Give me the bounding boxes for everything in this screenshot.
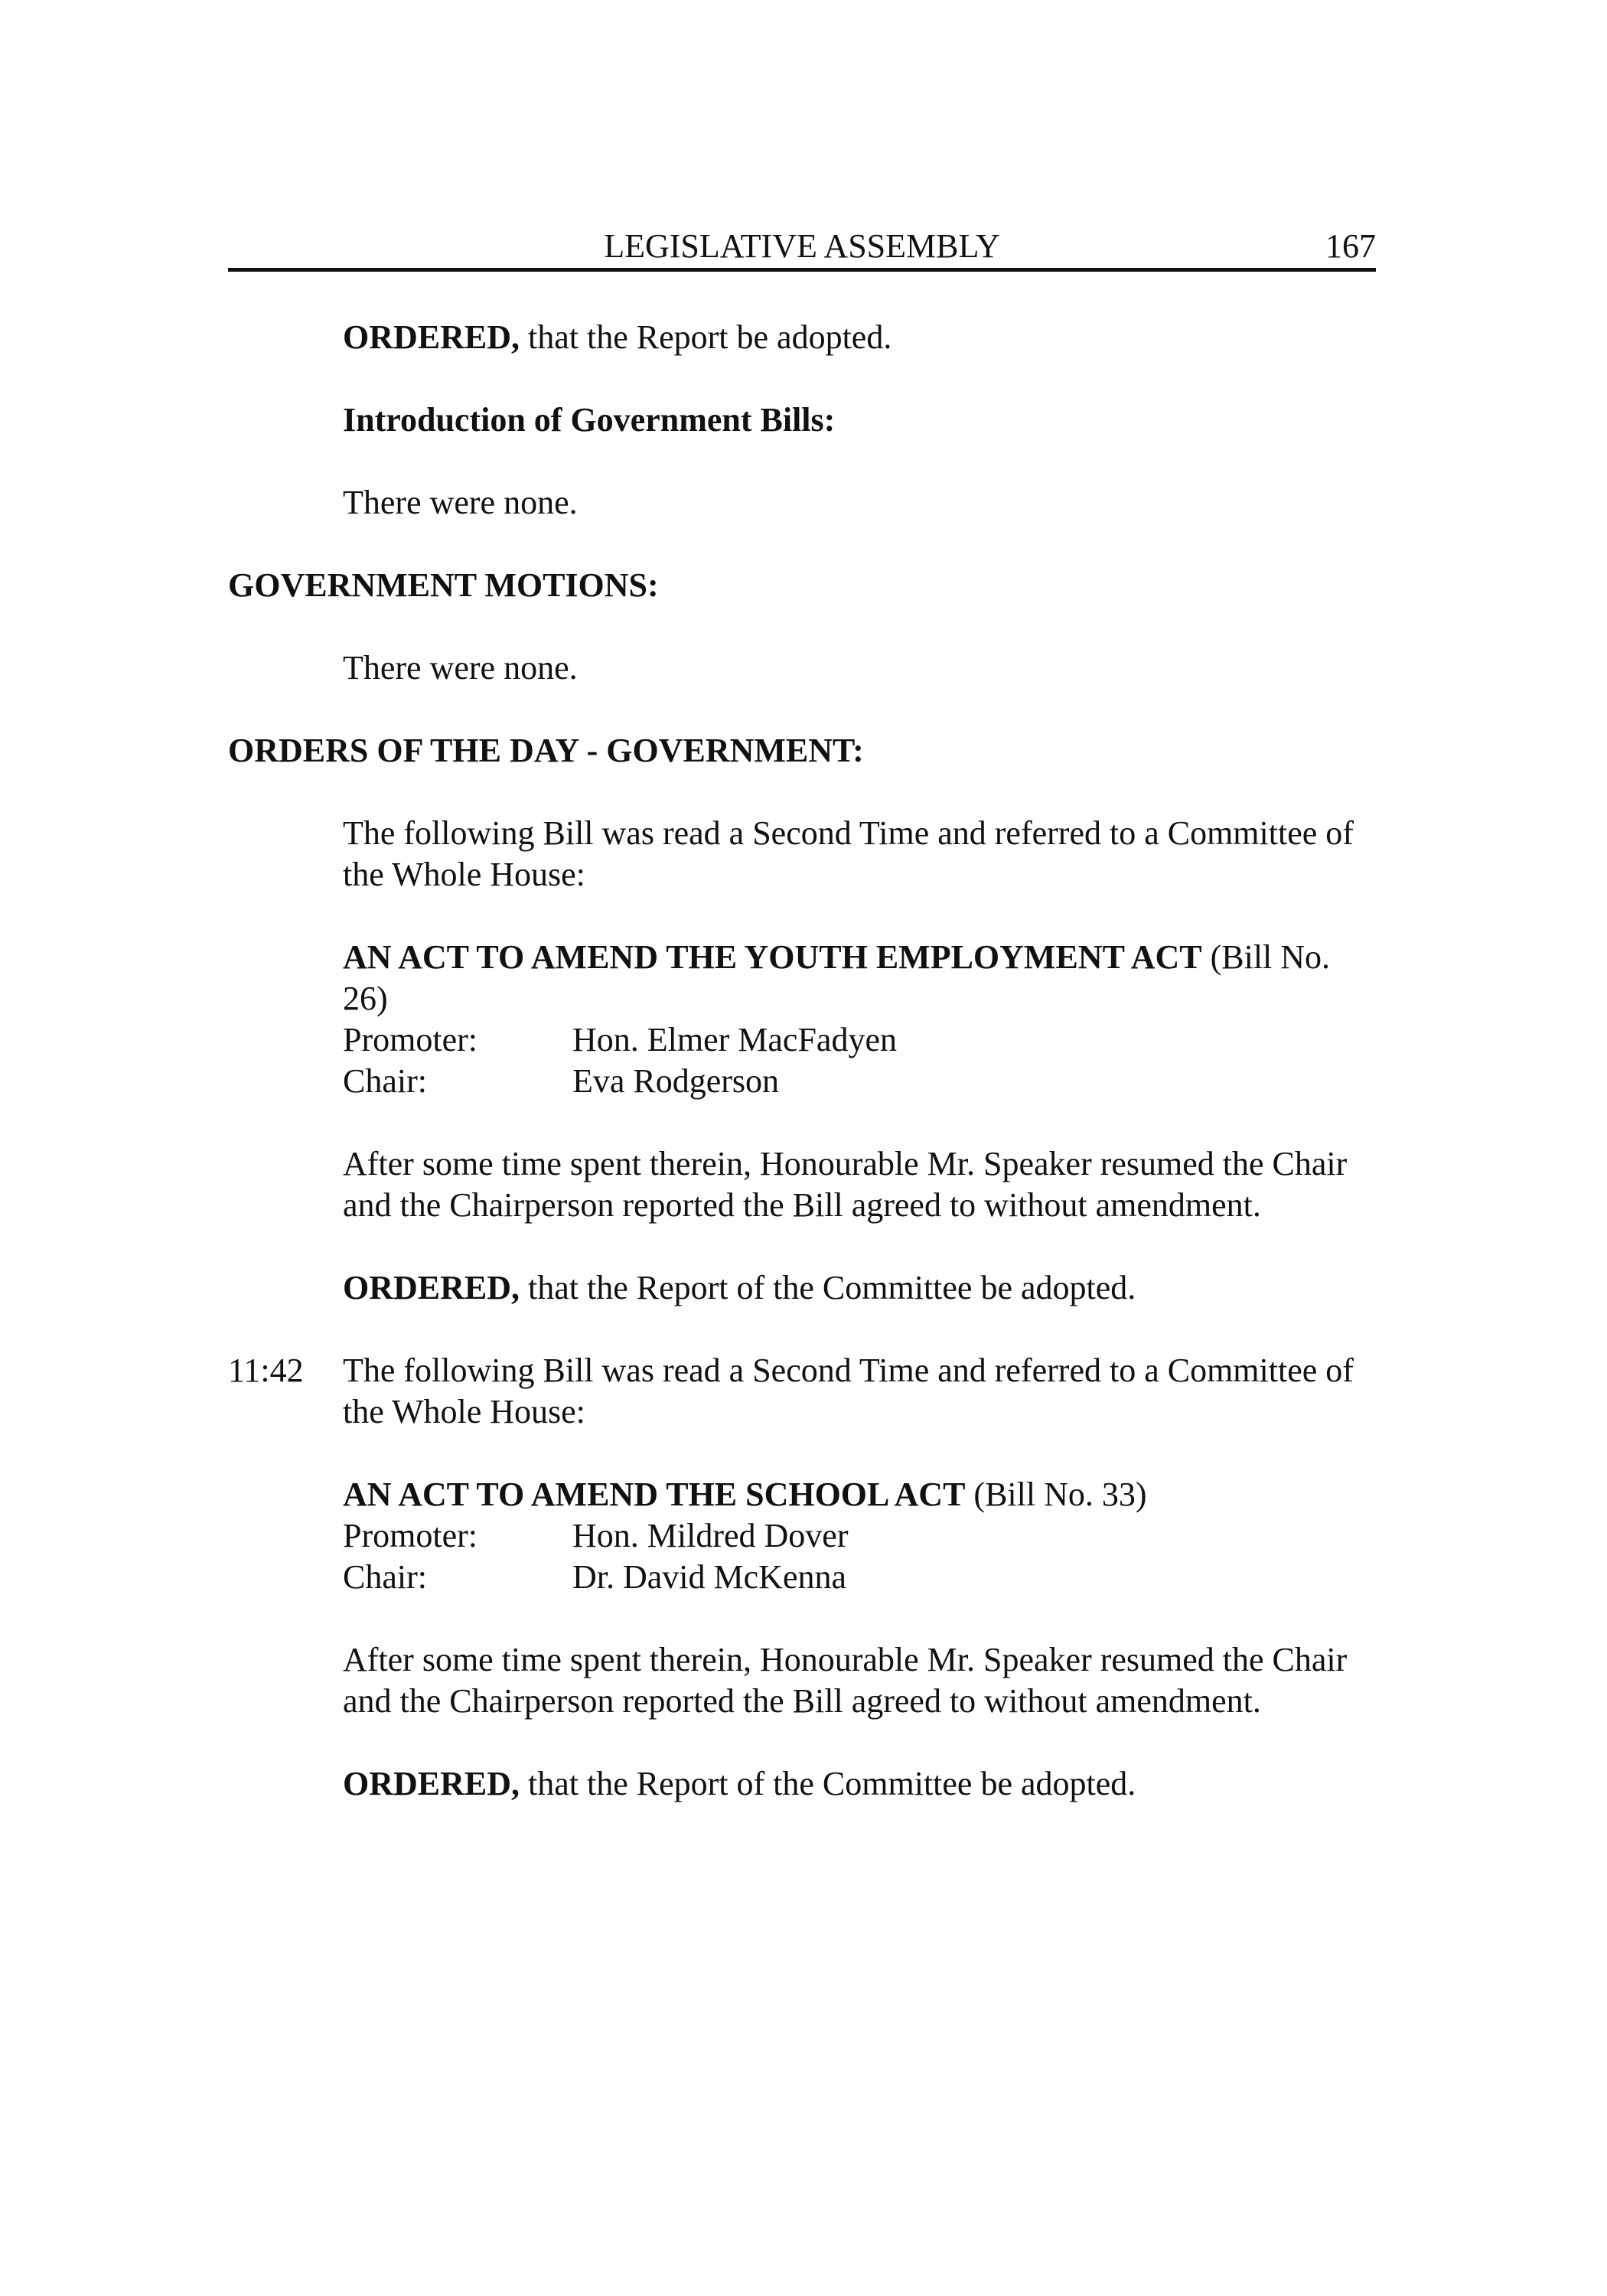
committee-report-paragraph-1: After some time spent therein, Honourable Mr. Speaker resumed the Chair and the Chairperson reported the Bill agreed to without amendment. <box>343 1145 1348 1224</box>
timestamp: 11:42 <box>228 1352 304 1389</box>
none-statement-1: There were none. <box>343 484 578 521</box>
ordered-label: ORDERED, <box>343 318 520 356</box>
ordered-committee-report-2 <box>343 1763 1376 1805</box>
ordered-label: ORDERED, <box>343 1269 520 1306</box>
header-title: LEGISLATIVE ASSEMBLY <box>604 227 1000 265</box>
second-reading-paragraph-2: The following Bill was read a Second Time and referred to a Committee of the Whole House: <box>343 1352 1354 1430</box>
ordered-text: that the Report be adopted. <box>520 318 892 356</box>
header-rule <box>228 268 1376 272</box>
ordered-committee-report-1 <box>343 1267 1376 1309</box>
chair-name: Eva Rodgerson <box>572 1062 780 1100</box>
chair-name: Dr. David McKenna <box>572 1558 847 1596</box>
chair-label: Chair: <box>343 1558 427 1596</box>
ordered-label: ORDERED, <box>343 1765 520 1802</box>
promoter-name: Hon. Mildred Dover <box>572 1517 849 1554</box>
promoter-name: Hon. Elmer MacFadyen <box>572 1021 897 1058</box>
second-reading-paragraph-1: The following Bill was read a Second Time and referred to a Committee of the Whole House: <box>343 814 1354 893</box>
promoter-label: Promoter: <box>343 1517 478 1554</box>
bill-26-title <box>343 937 1376 1019</box>
committee-report-paragraph-2: After some time spent therein, Honourable Mr. Speaker resumed the Chair and the Chairperson reported the Bill agreed to without amendment. <box>343 1641 1348 1720</box>
bill-33-title-bold: AN ACT TO AMEND THE SCHOOL ACT <box>343 1476 966 1513</box>
bill-33-number: (Bill No. 33) <box>965 1476 1147 1513</box>
ordered-report-adopted <box>343 317 1376 358</box>
page-number: 167 <box>1325 227 1376 265</box>
heading-orders-of-the-day: ORDERS OF THE DAY - GOVERNMENT: <box>228 732 864 769</box>
bill-33-title <box>343 1474 1376 1515</box>
bill-26-number: (Bill No. 26) <box>343 938 1331 1017</box>
subheading-introduction-government-bills: Introduction of Government Bills: <box>343 401 836 439</box>
none-statement-2: There were none. <box>343 649 578 687</box>
ordered-text: that the Report of the Committee be adopted. <box>520 1269 1136 1306</box>
chair-label: Chair: <box>343 1062 427 1100</box>
heading-government-motions: GOVERNMENT MOTIONS: <box>228 566 659 604</box>
bill-26-title-bold: AN ACT TO AMEND THE YOUTH EMPLOYMENT ACT <box>343 938 1202 976</box>
ordered-text: that the Report of the Committee be adopted. <box>520 1765 1136 1802</box>
page-header <box>228 223 1376 269</box>
promoter-label: Promoter: <box>343 1021 478 1058</box>
